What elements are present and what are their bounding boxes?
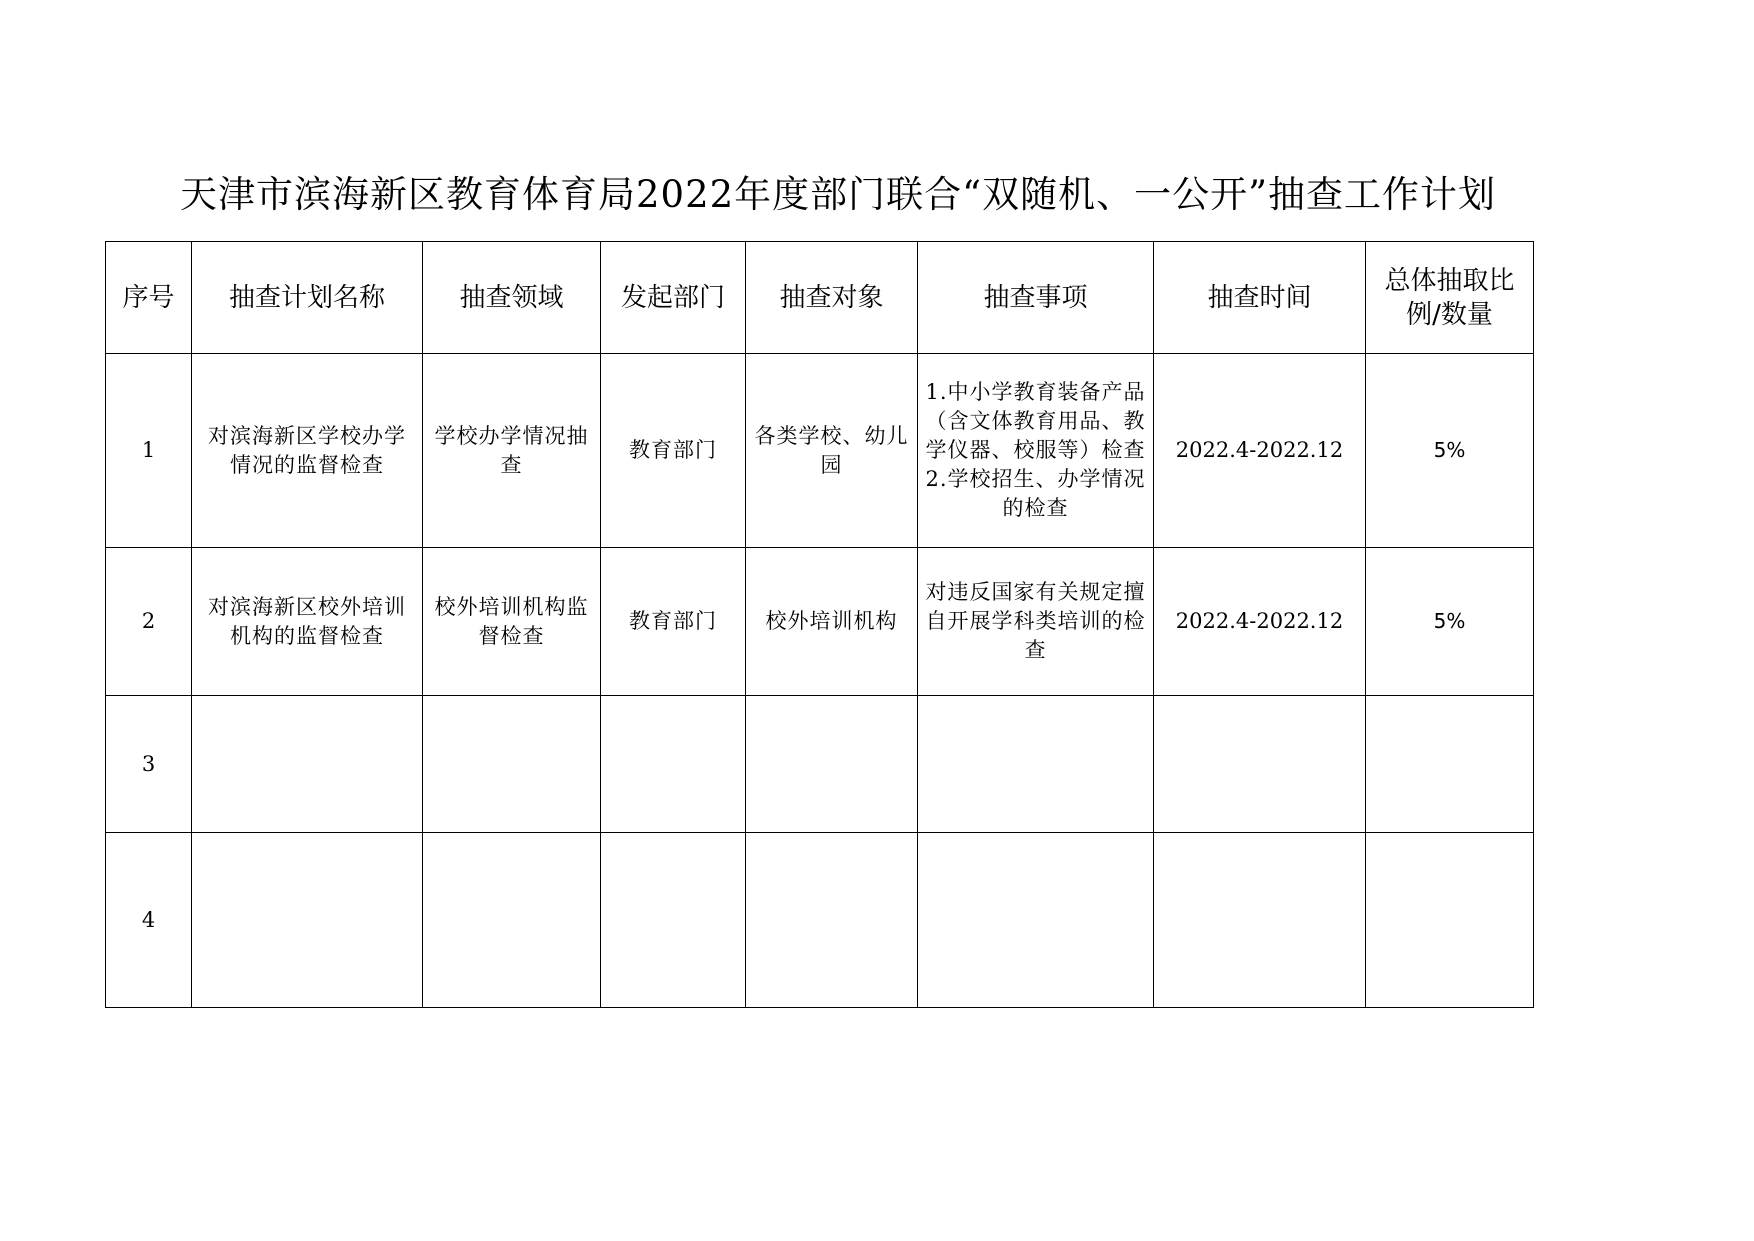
cell-items — [918, 548, 1154, 696]
header-field: 抽查领域 — [423, 242, 601, 354]
inspection-plan-table — [105, 241, 1534, 1008]
cell-department — [601, 696, 746, 833]
table-row — [106, 354, 1534, 548]
cell-seq: 4 — [106, 833, 192, 1008]
item-text: 1.中小学教育装备产品（含文体教育用品、教学仪器、校服等）检查 — [925, 380, 1146, 462]
cell-department: 教育部门 — [601, 354, 746, 548]
cell-seq: 1 — [106, 354, 192, 548]
cell-items — [918, 833, 1154, 1008]
cell-plan-name: 对滨海新区学校办学情况的监督检查 — [192, 354, 423, 548]
header-ratio: 总体抽取比例/数量 — [1366, 242, 1534, 354]
item-text: 对违反国家有关规定擅自开展学科类培训的检查 — [925, 580, 1146, 662]
header-seq: 序号 — [106, 242, 192, 354]
header-row — [106, 242, 1534, 354]
header-target: 抽查对象 — [746, 242, 918, 354]
header-department: 发起部门 — [601, 242, 746, 354]
cell-target: 各类学校、幼儿园 — [746, 354, 918, 548]
cell-target: 校外培训机构 — [746, 548, 918, 696]
cell-ratio: 5% — [1366, 354, 1534, 548]
cell-field — [423, 833, 601, 1008]
cell-items — [918, 696, 1154, 833]
table-row — [106, 696, 1534, 833]
header-plan-name: 抽查计划名称 — [192, 242, 423, 354]
cell-ratio — [1366, 696, 1534, 833]
cell-items — [918, 354, 1154, 548]
table-row — [106, 833, 1534, 1008]
title-container — [180, 165, 1540, 225]
cell-time: 2022.4-2022.12 — [1154, 548, 1366, 696]
cell-time — [1154, 696, 1366, 833]
cell-time: 2022.4-2022.12 — [1154, 354, 1366, 548]
header-time: 抽查时间 — [1154, 242, 1366, 354]
cell-field: 学校办学情况抽查 — [423, 354, 601, 548]
cell-ratio: 5% — [1366, 548, 1534, 696]
item-text: 2.学校招生、办学情况的检查 — [925, 467, 1146, 520]
cell-time — [1154, 833, 1366, 1008]
cell-target — [746, 833, 918, 1008]
cell-ratio — [1366, 833, 1534, 1008]
cell-seq: 3 — [106, 696, 192, 833]
cell-field — [423, 696, 601, 833]
cell-department — [601, 833, 746, 1008]
cell-department: 教育部门 — [601, 548, 746, 696]
cell-seq: 2 — [106, 548, 192, 696]
cell-field: 校外培训机构监督检查 — [423, 548, 601, 696]
cell-target — [746, 696, 918, 833]
cell-plan-name — [192, 696, 423, 833]
table-row — [106, 548, 1534, 696]
header-items: 抽查事项 — [918, 242, 1154, 354]
cell-plan-name — [192, 833, 423, 1008]
document-title: 天津市滨海新区教育体育局2022年度部门联合“双随机、一公开”抽查工作计划 — [180, 173, 1496, 216]
cell-plan-name: 对滨海新区校外培训机构的监督检查 — [192, 548, 423, 696]
